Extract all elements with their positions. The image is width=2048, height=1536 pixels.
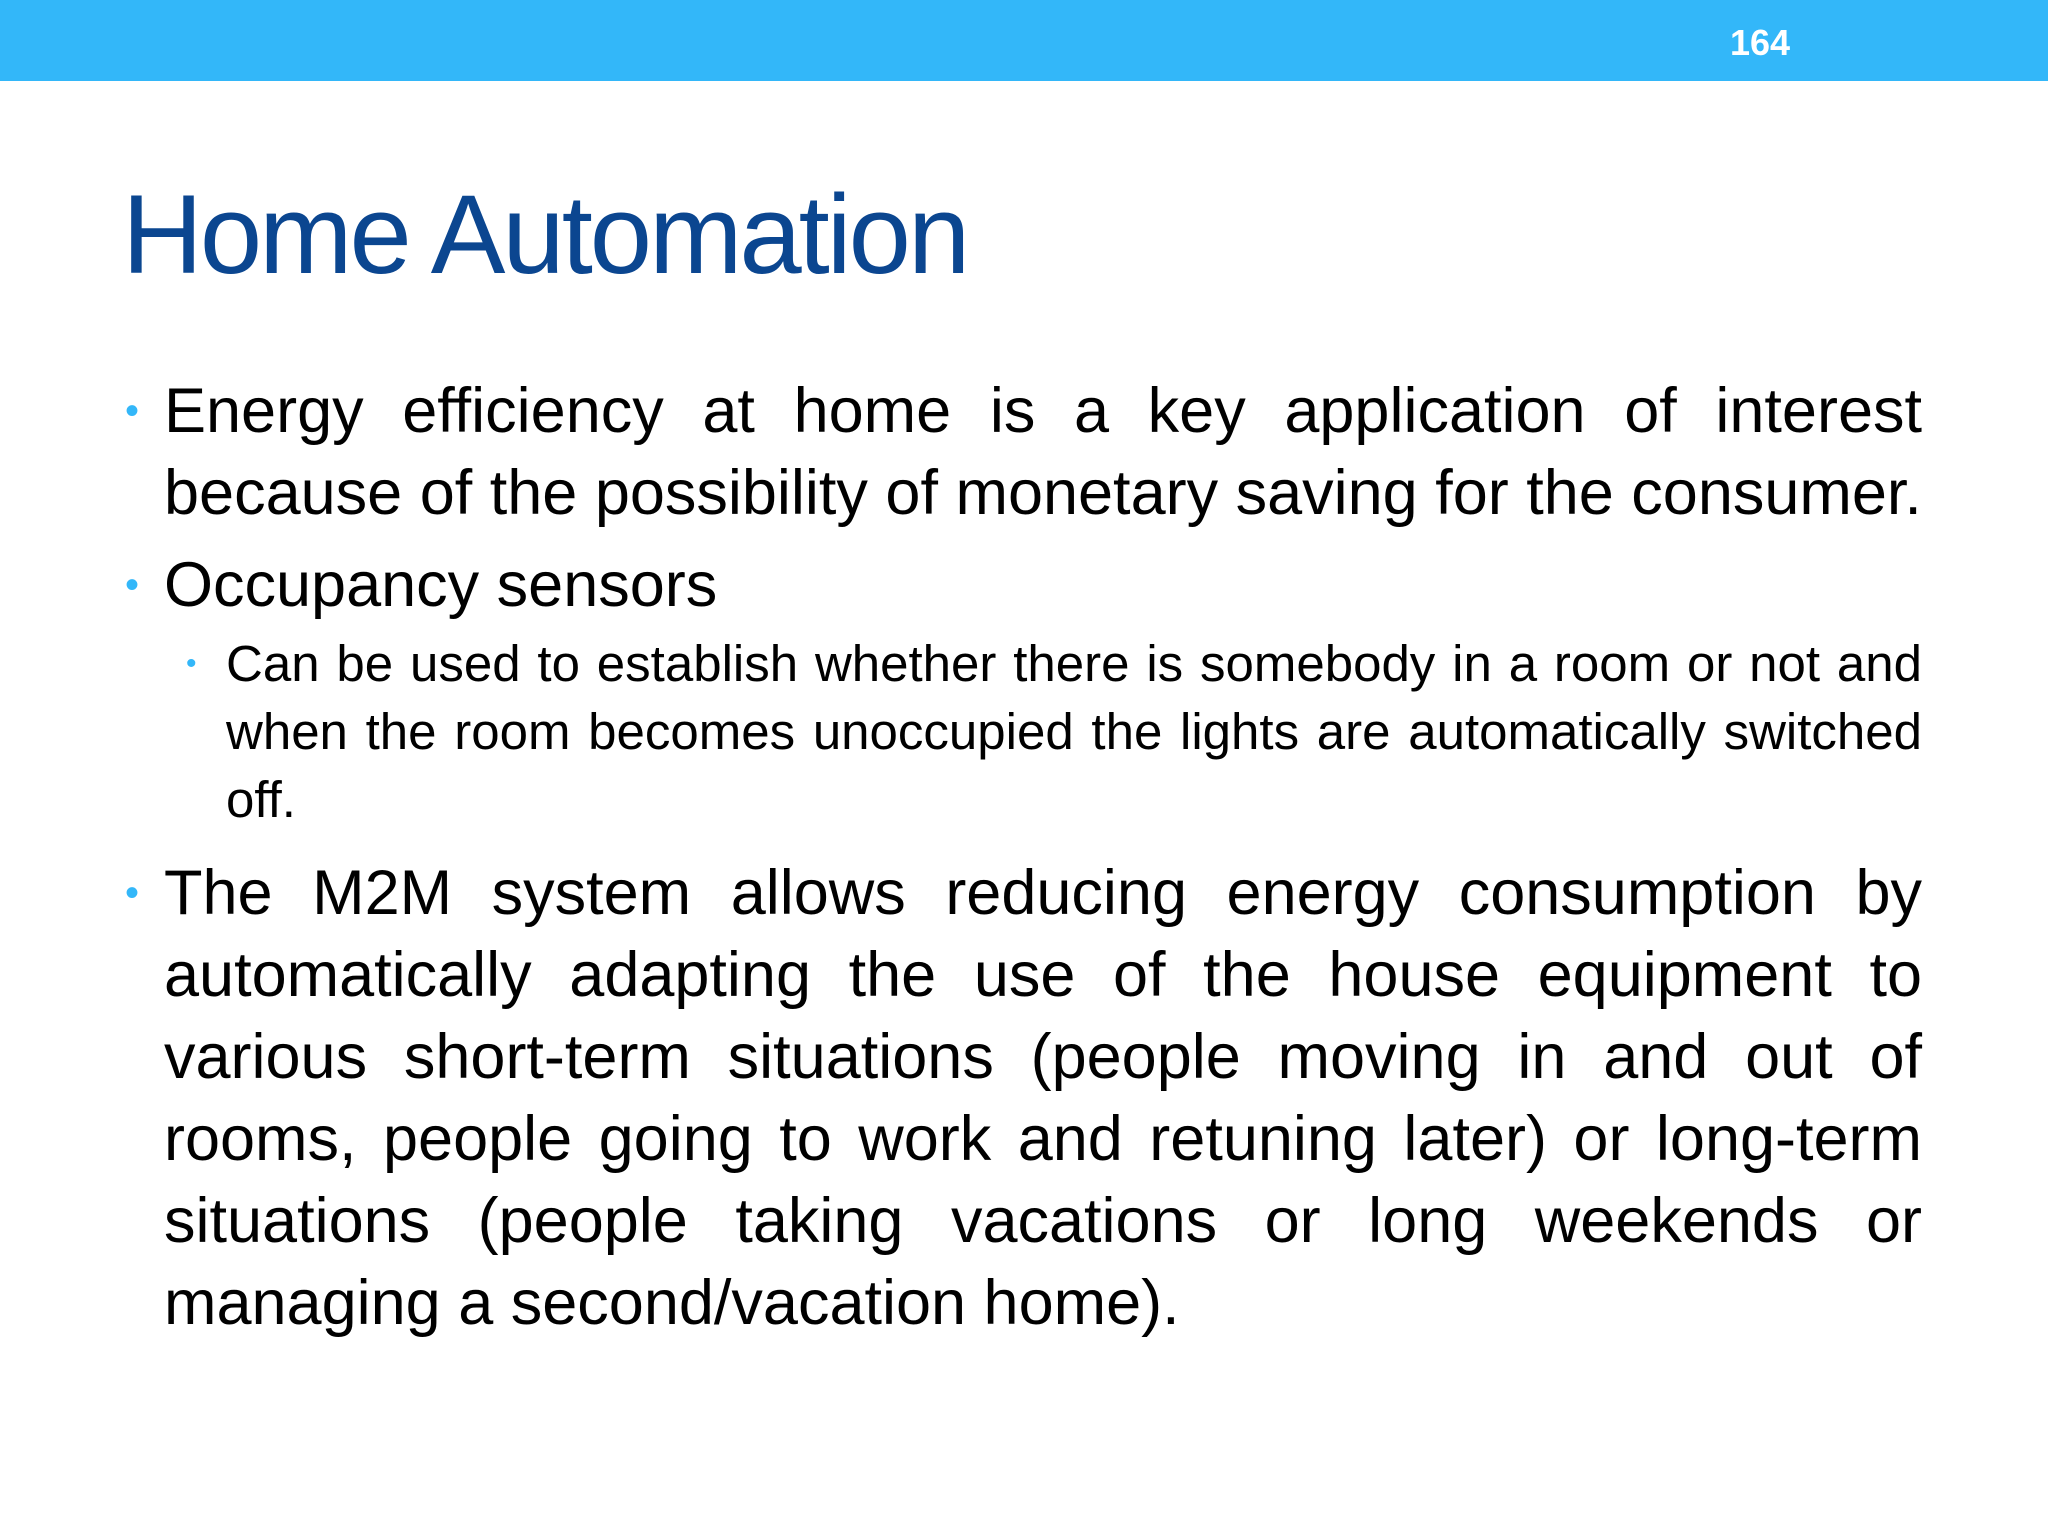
slide-body (122, 370, 1922, 1344)
slide-title: Home Automation (122, 172, 968, 297)
bullet-text: Occupancy sensors (164, 550, 718, 620)
bullet-dot-icon: • (125, 389, 140, 433)
sub-bullet-dot-icon: • (186, 647, 197, 680)
bullet-dot-icon: • (125, 563, 140, 607)
bullet-text: The M2M system allows reducing energy consumption by automatically adapting the use of the house equipment to various short-term situations (people moving in and out of rooms, people going to work and retuning later) or long-term situations (people taking vacations or long weekends or managing a second/vacation home). (164, 858, 1922, 1338)
bullet-text: Energy efficiency at home is a key application of interest because of the possibility of monetary saving for the consumer. (164, 376, 1922, 528)
page-number: 164 (1729, 22, 1791, 63)
bullet-dot-icon: • (125, 871, 140, 915)
sub-bullet-text: Can be used to establish whether there is somebody in a room or not and when the room becomes unoccupied the lights are automatically switched off. (226, 635, 1922, 828)
bullet-item-energy-efficiency (122, 370, 1922, 534)
bullet-item-occupancy-sensors (122, 544, 1922, 626)
header-bar (0, 0, 2048, 81)
bullet-item-m2m-system (122, 852, 1922, 1344)
sub-bullet-item-room-occupancy (186, 630, 1922, 834)
